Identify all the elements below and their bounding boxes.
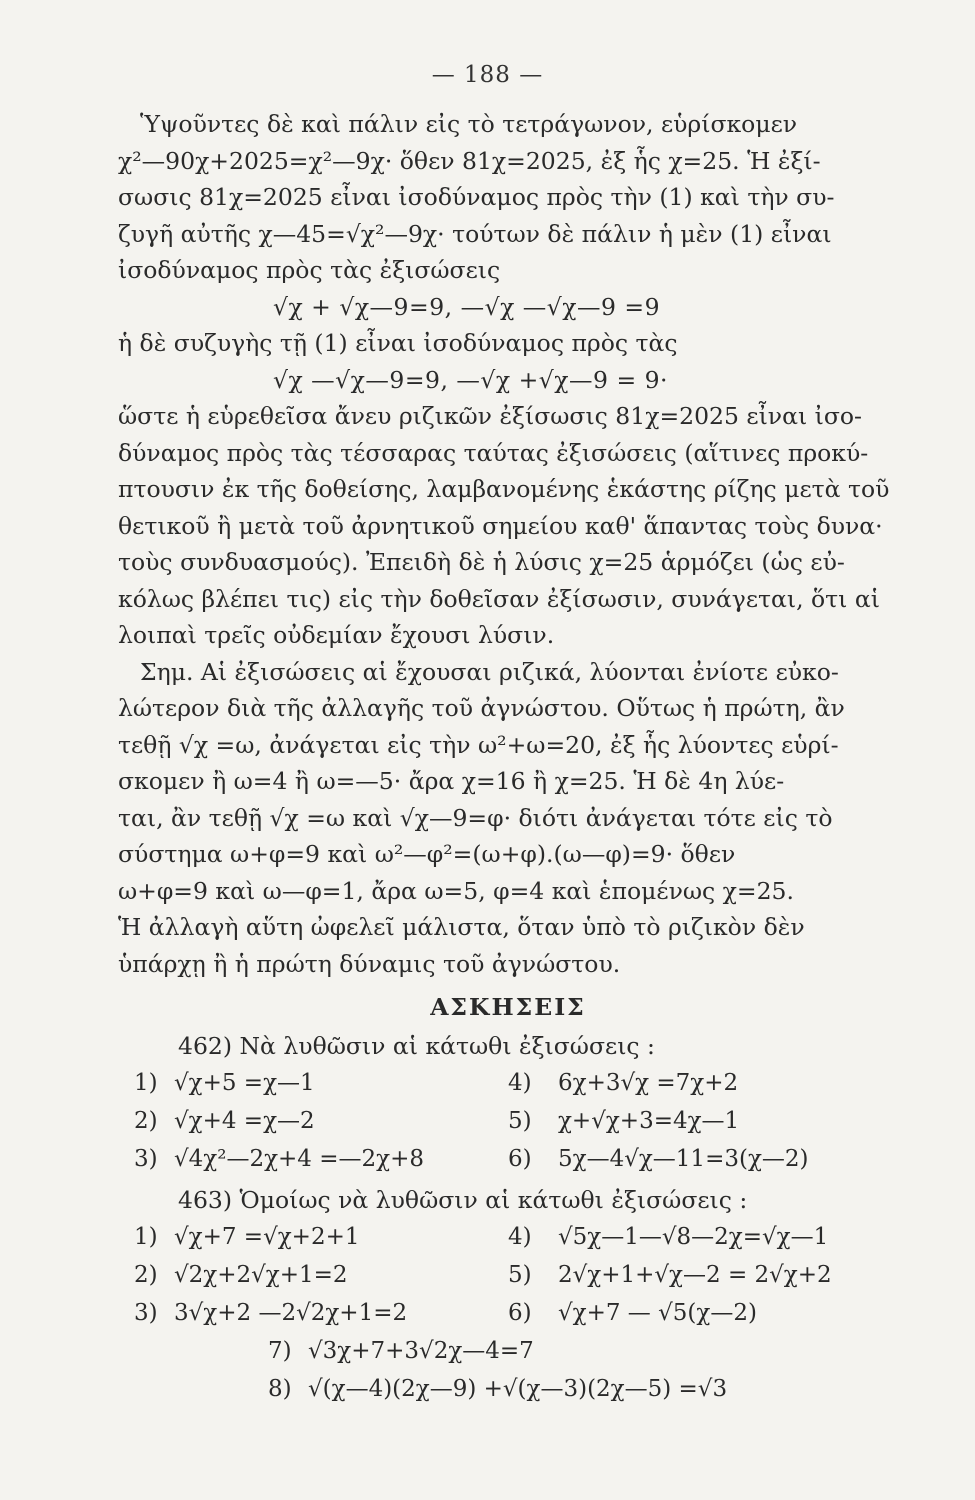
equation-number: 7) [268,1338,292,1364]
equation: 2√χ+1+√χ—2 = 2√χ+2 [558,1262,832,1288]
page-number: — 188 — [431,62,544,88]
text-line: τεθῇ √χ =ω, ἀνάγεται εἰς τὴν ω²+ω=20, ἐξ ἧς λύοντες εὑρί- [118,730,839,759]
equation-row [118,1258,918,1296]
equation-number: 5) [508,1262,532,1288]
equation-number: 1) [134,1070,158,1096]
exercise-463-intro: 463) Ὁμοίως νὰ λυθῶσιν αἱ κάτωθι ἐξισώσεις : [178,1186,748,1214]
equation-number: 1) [134,1224,158,1250]
equation: χ+√χ+3=4χ—1 [558,1108,740,1134]
equation: √χ+4 =χ—2 [174,1108,315,1134]
text-line: ζυγῆ αὐτῆς χ—45=√χ²—9χ· τούτων δὲ πάλιν ἡ μὲν (1) εἶναι [118,219,832,248]
equation-row [118,1142,918,1180]
note-line: Σημ. Αἱ ἐξισώσεις αἱ ἔχουσαι ριζικά, λύονται ἐνίοτε εὐκο- [140,657,839,686]
equation: √5χ—1—√8—2χ=√χ—1 [558,1224,829,1250]
text-line: ω+φ=9 καὶ ω—φ=1, ἄρα ω=5, φ=4 καὶ ἑπομένως χ=25. [118,876,794,905]
equation: √4χ²—2χ+4 =—2χ+8 [174,1146,424,1172]
text-line: ὑπάρχῃ ἢ ἡ πρώτη δύναμις τοῦ ἀγνώστου. [118,949,621,978]
formula-line: √χ —√χ—9=9, —√χ +√χ—9 = 9· [273,365,669,394]
equation: √χ+7 — √5(χ—2) [558,1300,757,1326]
equation-number: 4) [508,1070,532,1096]
text-line: ἡ δὲ συζυγὴς τῇ (1) εἶναι ἰσοδύναμος πρὸς τὰς [118,329,678,357]
equation-number: 8) [268,1376,292,1402]
text-line: σύστημα ω+φ=9 καὶ ω²—φ²=(ω+φ).(ω—φ)=9· ὅθεν [118,840,736,868]
equation-number: 6) [508,1300,532,1326]
equation-number: 6) [508,1146,532,1172]
equation-number: 2) [134,1108,158,1134]
text-line: ὥστε ἡ εὑρεθεῖσα ἄνευ ριζικῶν ἐξίσωσις 81χ=2025 εἶναι ἰσο- [118,402,862,430]
equation-row [118,1372,918,1410]
text-line: κόλως βλέπει τις) εἰς τὴν δοθεῖσαν ἐξίσωσιν, συνάγεται, ὅτι αἱ [118,584,880,613]
text-line: χ²—90χ+2025=χ²—9χ· ὅθεν 81χ=2025, ἐξ ἧς χ=25. Ἡ ἐξί- [118,146,821,175]
equation: 6χ+3√χ =7χ+2 [558,1070,739,1096]
equation-number: 3) [134,1300,158,1326]
equation: 3√χ+2 —2√2χ+1=2 [174,1300,408,1326]
equation: √χ+7 =√χ+2+1 [174,1224,360,1250]
text-line: πτουσιν ἐκ τῆς δοθείσης, λαμβανομένης ἑκάστης ρίζης μετὰ τοῦ [118,475,890,503]
main-text [118,106,918,1410]
text-line: ται, ἂν τεθῇ √χ =ω καὶ √χ—9=φ· διότι ἀνάγεται τότε εἰς τὸ [118,803,833,832]
equation-row [118,1104,918,1142]
equation-number: 4) [508,1224,532,1250]
exercise-462-intro: 462) Νὰ λυθῶσιν αἱ κάτωθι ἐξισώσεις : [178,1032,655,1060]
text-line: Ἡ ἀλλαγὴ αὕτη ὠφελεῖ μάλιστα, ὅταν ὑπὸ τὸ ριζικὸν δὲν [118,913,805,941]
equation-number: 2) [134,1262,158,1288]
text-line: σωσις 81χ=2025 εἶναι ἰσοδύναμος πρὸς τὴν (1) καὶ τὴν συ- [118,183,835,211]
equation-row [118,1334,918,1372]
equation: √χ+5 =χ—1 [174,1070,315,1096]
text-line: ἰσοδύναμος πρὸς τὰς ἐξισώσεις [118,256,501,284]
text-line: σκομεν ἢ ω=4 ἢ ω=—5· ἄρα χ=16 ἢ χ=25. Ἡ δὲ 4η λύε- [118,767,785,795]
equation-number: 3) [134,1146,158,1172]
equation-number: 5) [508,1108,532,1134]
text-line: Ὑψοῦντες δὲ καὶ πάλιν εἰς τὸ τετράγωνον, εὑρίσκομεν [140,110,798,138]
equation-row [118,1066,918,1104]
formula-line: √χ + √χ—9=9, —√χ —√χ—9 =9 [273,292,661,321]
equation: √2χ+2√χ+1=2 [174,1262,348,1288]
text-line: δύναμος πρὸς τὰς τέσσαρας ταύτας ἐξισώσεις (αἵτινες προκύ- [118,438,869,467]
text-line: λώτερον διὰ τῆς ἀλλαγῆς τοῦ ἀγνώστου. Οὕτως ἡ πρώτη, ἂν [118,694,845,722]
equation: √3χ+7+3√2χ—4=7 [308,1338,534,1364]
text-line: θετικοῦ ἢ μετὰ τοῦ ἀρνητικοῦ σημείου καθ' ἅπαντας τοὺς δυνα· [118,511,883,540]
text-line: τοὺς συνδυασμούς). Ἐπειδὴ δὲ ἡ λύσις χ=25 ἁρμόζει (ὡς εὐ- [118,548,845,576]
equation: √(χ—4)(2χ—9) +√(χ—3)(2χ—5) =√3 [308,1376,728,1402]
text-line: λοιπαὶ τρεῖς οὐδεμίαν ἔχουσι λύσιν. [118,621,555,649]
equation-row [118,1296,918,1334]
section-title: ΑΣΚΗΣΕΙΣ [430,993,586,1021]
equation: 5χ—4√χ—11=3(χ—2) [558,1146,809,1172]
equation-row [118,1220,918,1258]
